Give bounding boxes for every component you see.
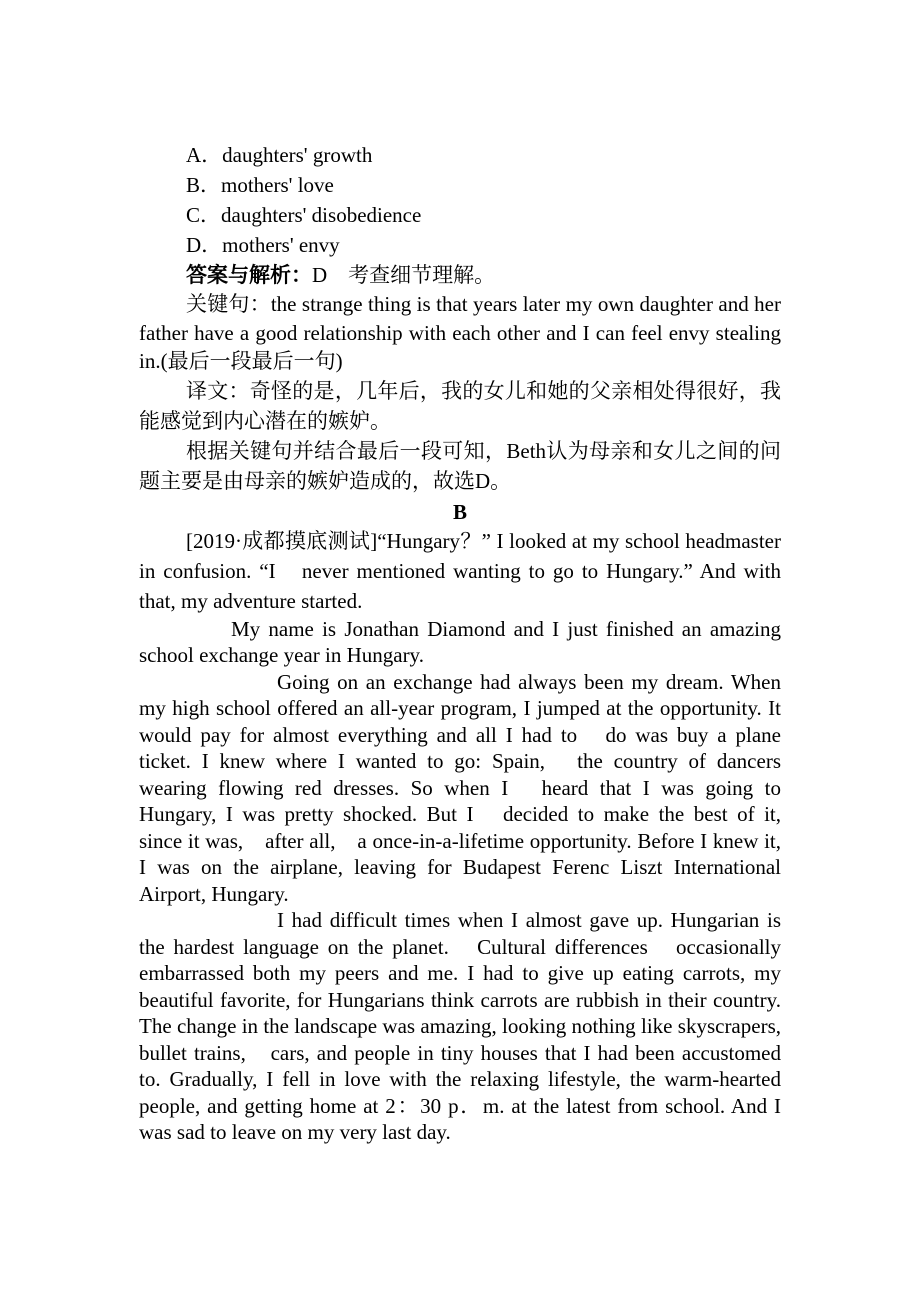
key-sentence: 关键句：the strange thing is that years later my own daughter and her father have a good relationship with each other and I can feel envy stealing in.(最后一段最后一句)	[139, 292, 781, 373]
passage-paragraph-2: Going on an exchange had always been my dream. When my high school offered an all-year program, I jumped at the opportunity. It would pay for almost everything and all I had to do was buy a plane ticket. I knew where I wanted to go: Spain, the country of dancers wearing flowing red dresses. So when I heard that I was going to Hungary, I was pretty shocked. But I decided to make the best of it, since it was, after all, a once-in-a-lifetime opportunity. Before I knew it, I was on the airplane, leaving for Budapest Ferenc Liszt International Airport, Hungary.	[139, 669, 802, 906]
answer-value: D 考查细节理解。	[312, 263, 496, 287]
option-d: D．mothers' envy	[186, 233, 340, 257]
conclusion: 根据关键句并结合最后一段可知，Beth认为母亲和女儿之间的问题主要是由母亲的嫉妒造成的，故选D。	[139, 438, 781, 493]
section-heading: B	[452, 499, 467, 524]
option-a: A．daughters' growth	[186, 143, 373, 167]
passage-paragraph-1: My name is Jonathan Diamond and I just finished an amazing school exchange year in Hungary.	[139, 616, 781, 667]
passage-intro: [2019·成都摸底测试]“Hungary？” I looked at my school headmaster in confusion. “I never mentioned wanting to go to Hungary.” And with that, my adventure started.	[139, 528, 781, 613]
answer-line	[139, 260, 781, 290]
option-c: C．daughters' disobedience	[186, 203, 422, 227]
document-page	[139, 140, 802, 1146]
option-b: B．mothers' love	[186, 173, 334, 197]
passage-paragraph-3: I had difficult times when I almost gave up. Hungarian is the hardest language on the planet. Cultural differences occasionally embarrassed both my peers and me. I had to give up eating carrots, my beautiful favorite, for Hungarians think carrots are rubbish in their country. The change in the landscape was amazing, looking nothing like skyscrapers, bullet trains, cars, and people in tiny houses that I had been accustomed to. Gradually, I fell in love with the relaxing lifestyle, the warm-hearted people, and getting home at 2：30 p．m. at the latest from school. And I was sad to leave on my very last day.	[139, 908, 781, 1144]
answer-label: 答案与解析：	[186, 263, 312, 287]
translation: 译文：奇怪的是，几年后，我的女儿和她的父亲相处得很好，我能感觉到内心潜在的嫉妒。	[139, 378, 781, 433]
